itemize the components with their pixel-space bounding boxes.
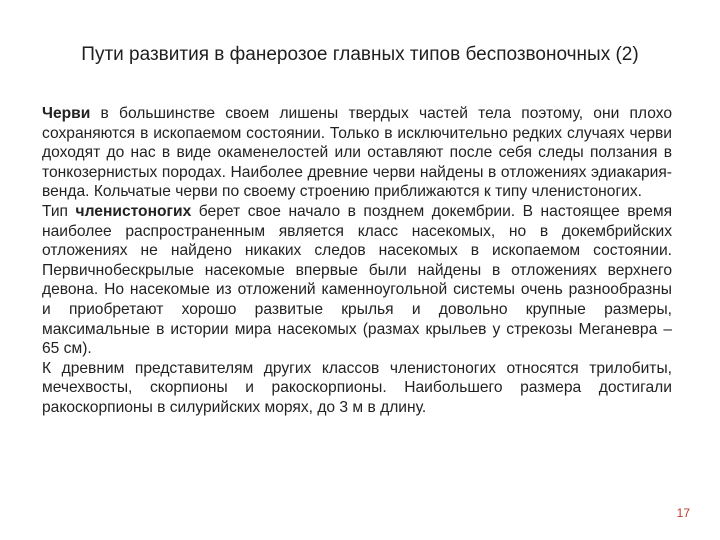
paragraph-arthropods-text: берет свое начало в позднем докембрии. В настоящее время наиболее распространенным является класс насекомых, но в докембрийских отложениях не найдено никаких следов насекомых в ископаемом состоянии. Первичнобескрылые насекомые впервые были найдены в отложениях верхнего девона. Но насекомые из отложений каменноугольной системы очень разнообразны и приобретают хорошо развитые крылья и довольно крупные размеры, максимальные в истории мира насекомых (размах крыльев у стрекозы Меганевра – 65 см).	[42, 202, 673, 358]
paragraph-ancient-classes	[42, 359, 672, 418]
paragraph-arthropods-prefix: Тип	[42, 202, 76, 220]
body-text	[42, 104, 672, 418]
paragraph-arthropods	[42, 202, 672, 359]
page-title: Пути развития в фанерозое главных типов беспозвоночных (2)	[81, 44, 639, 65]
term-arthropods: членистоногих	[75, 202, 192, 220]
term-worms: Черви	[42, 105, 91, 122]
page-number: 17	[676, 506, 690, 520]
paragraph-worms-text: в большинстве своем лишены твердых частей тела поэтому, они плохо сохраняются в ископаемом состоянии. Только в исключительно редких случаях черви доходят до нас в виде окаменелостей или оставляют после себя следы ползания в тонкозернистых породах. Наиболее древние черви найдены в отложениях эдиакария-венда. Кольчатые черви по своему строению приближаются к типу членистоногих.	[42, 105, 672, 201]
paragraph-ancient-classes-text: К древним представителям других классов членистоногих относятся трилобиты, мечехвосты, скорпионы и ракоскорпионы. Наибольшего размера достигали ракоскорпионы в силурийских морях, до 3 м в длину.	[42, 359, 672, 416]
paragraph-worms	[42, 104, 672, 202]
